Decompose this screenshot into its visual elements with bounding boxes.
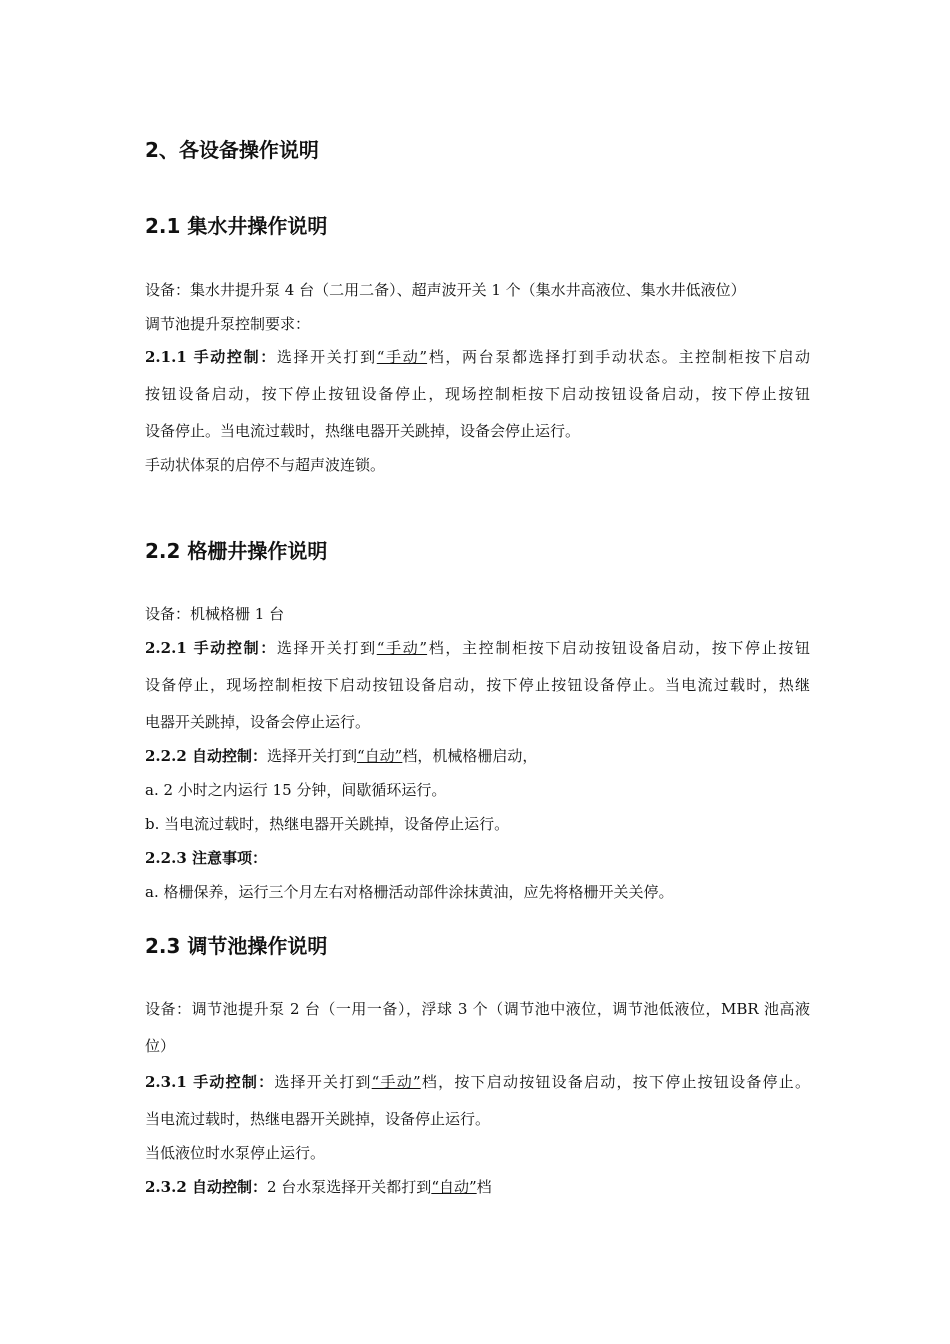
section-2-2-3-label: 2.2.3 注意事项： xyxy=(145,849,267,867)
section-2-2-2-item-b: b. 当电流过载时，热继电器开关跳掉，设备停止运行。 xyxy=(145,815,510,833)
section-2-1-requirement: 调节池提升泵控制要求： xyxy=(145,315,311,333)
section-2-2-1-label: 2.2.1 手动控制： xyxy=(145,639,277,657)
manual-switch-position: “手动” xyxy=(376,348,428,366)
section-2-1-1-paragraph: 2.1.1 手动控制：选择开关打到“手动”档，两台泵都选择打到手动状态。主控制柜按下启动 xyxy=(145,348,810,366)
section-2-1-1-line-3: 设备停止。当电流过载时，热继电器开关跳掉，设备会停止运行。 xyxy=(145,422,581,440)
section-2-1-1-label: 2.1.1 手动控制： xyxy=(145,348,277,366)
section-2-3-1-line-2: 当电流过载时，热继电器开关跳掉，设备停止运行。 xyxy=(145,1110,491,1128)
section-2-3-equipment-cont: 位） xyxy=(145,1037,176,1055)
section-2-2-3-item-a: a. 格栅保养，运行三个月左右对格栅活动部件涂抹黄油，应先将格栅开关关停。 xyxy=(145,883,674,901)
section-2-3-equipment: 设备：调节池提升泵 2 台（一用一备），浮球 3 个（调节池中液位，调节池低液位，MBR 池高液 xyxy=(145,1000,810,1018)
section-2-2-equipment: 设备：机械格栅 1 台 xyxy=(145,605,285,623)
section-2-1-note: 手动状体泵的启停不与超声波连锁。 xyxy=(145,456,386,474)
section-2-3-1-label: 2.3.1 手动控制： xyxy=(145,1073,275,1091)
section-2-1-title: 2.1 集水井操作说明 xyxy=(145,214,328,238)
section-2-3-2-label: 2.3.2 自动控制： xyxy=(145,1178,267,1196)
section-2-2-1-paragraph: 2.2.1 手动控制：选择开关打到“手动”档，主控制柜按下启动按钮设备启动，按下停止按钮 xyxy=(145,639,810,657)
section-2-2-2-paragraph: 2.2.2 自动控制：选择开关打到“自动”档，机械格栅启动， xyxy=(145,747,538,765)
auto-switch-position: “自动” xyxy=(357,747,403,765)
section-2-1-1-line-2: 按钮设备启动，按下停止按钮设备停止，现场控制柜按下启动按钮设备启动，按下停止按钮 xyxy=(145,385,810,403)
section-2-2-1-line-2: 设备停止，现场控制柜按下启动按钮设备启动，按下停止按钮设备停止。当电流过载时，热继 xyxy=(145,676,810,694)
section-2-title: 2、各设备操作说明 xyxy=(145,138,319,162)
section-2-3-title: 2.3 调节池操作说明 xyxy=(145,934,328,958)
section-2-3-2-paragraph: 2.3.2 自动控制：2 台水泵选择开关都打到“自动”档 xyxy=(145,1178,492,1196)
section-2-2-2-label: 2.2.2 自动控制： xyxy=(145,747,267,765)
section-2-2-title: 2.2 格栅井操作说明 xyxy=(145,539,328,563)
section-2-2-2-item-a: a. 2 小时之内运行 15 分钟，间歇循环运行。 xyxy=(145,781,447,799)
section-2-3-1-paragraph: 2.3.1 手动控制：选择开关打到“手动”档，按下启动按钮设备启动，按下停止按钮设备停止。 xyxy=(145,1073,810,1091)
auto-switch-position: “自动” xyxy=(431,1178,477,1196)
manual-switch-position: “手动” xyxy=(371,1073,421,1091)
section-2-3-1-line-3: 当低液位时水泵停止运行。 xyxy=(145,1144,326,1162)
section-2-2-1-line-3: 电器开关跳掉，设备会停止运行。 xyxy=(145,713,371,731)
manual-switch-position: “手动” xyxy=(376,639,428,657)
section-2-1-equipment: 设备：集水井提升泵 4 台（二用二备）、超声波开关 1 个（集水井高液位、集水井低液位） xyxy=(145,281,746,299)
